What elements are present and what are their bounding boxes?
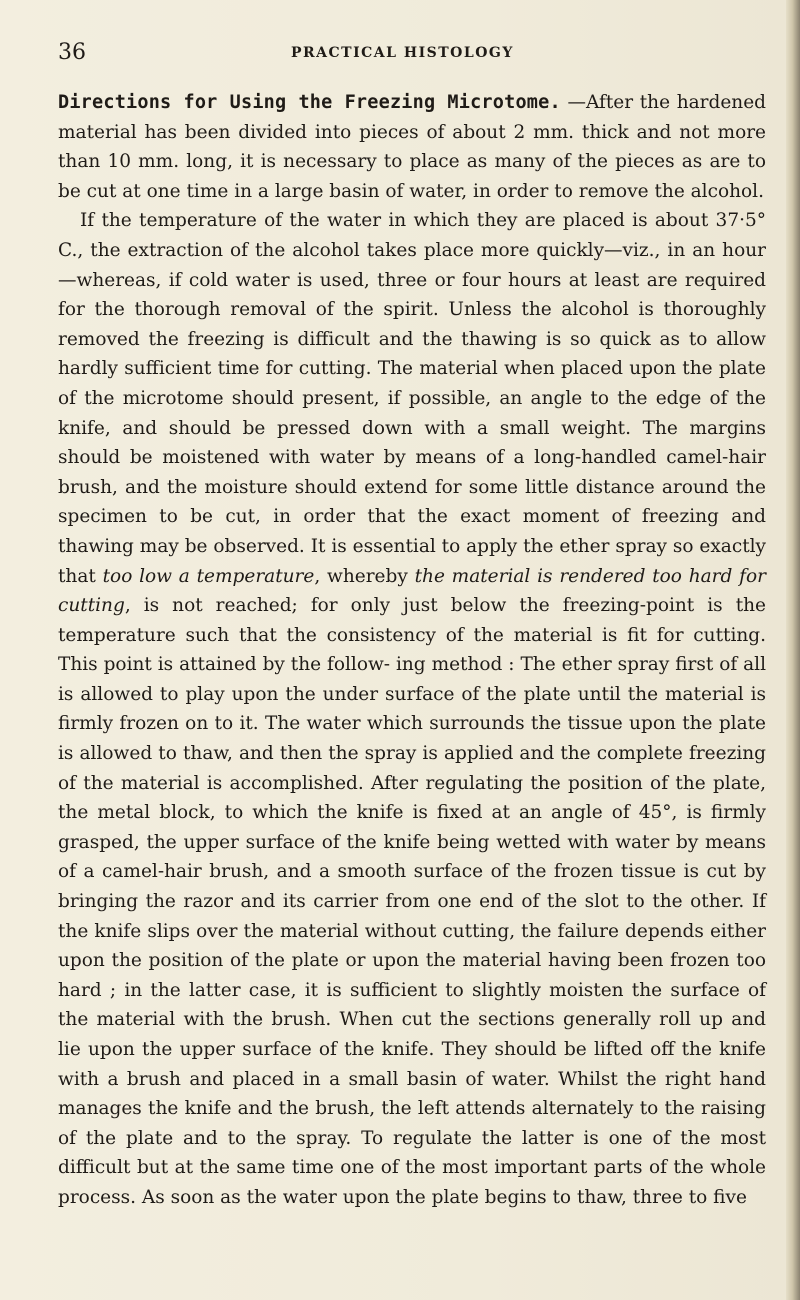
paragraph-2-part-2: , whereby bbox=[314, 565, 408, 587]
running-title: PRACTICAL HISTOLOGY bbox=[291, 45, 514, 61]
paragraph-2 bbox=[58, 206, 766, 1212]
paragraph-1 bbox=[58, 88, 766, 206]
section-heading: Directions for Using the Freezing Microtome. bbox=[58, 92, 561, 113]
italic-phrase-2: the material is rendered too hard for cutting bbox=[58, 565, 766, 617]
paragraph-1-text: —After the hardened material has been divided into pieces of about 2 mm. thick and not more than 10 mm. long, it is necessary to place as many of the pieces as are to be cut at one time in a large basin of water, in order to remove the alcohol. bbox=[58, 92, 766, 202]
italic-phrase-1: too low a temperature bbox=[102, 565, 315, 587]
paragraph-2-part-1: If the temperature of the water in which they are placed is about 37·5° C., the extraction of the alcohol takes place more quickly—viz., in an hour—whereas, if cold water is used, three or four hours at least are required for the thorough removal of the spirit. Unless the alcohol is thoroughly removed the freezing is difficult and the thawing is so quick as to allow hardly sufficient time for cutting. The material when placed upon the plate of the microtome should present, if possible, an angle to the edge of the knife, and should be pressed down with a small weight. The margins should be moistened with water by means of a long-handled camel-hair brush, and the moisture should extend for some little distance around the specimen to be cut, in order that the exact moment of freezing and thawing may be observed. It is essential to apply the ether spray so exactly that bbox=[58, 210, 766, 587]
running-head bbox=[58, 38, 758, 68]
page-number: 36 bbox=[58, 40, 86, 65]
paragraph-2-part-3: , is not reached; for only just below the freezing-point is the temperature such that the consistency of the material is fit for cutting. This point is attained by the follow- ing method : The ether spray first of all is allowed to play upon the under surface of the plate until the material is firmly frozen on to it. The water which surrounds the tissue upon the plate is allowed to thaw, and then the spray is applied and the complete freezing of the material is accomplished. After regulating the position of the plate, the metal block, to which the knife is fixed at an angle of 45°, is firmly grasped, the upper surface of the knife being wetted with water by means of a camel-hair brush, and a smooth surface of the frozen tissue is cut by bringing the razor and its carrier from one end of the slot to the other. If the knife slips over the material without cutting, the failure depends either upon the position of the plate or upon the material having been frozen too hard ; in the latter case, it is sufficient to slightly moisten the surface of the material with the brush. When cut the sections generally roll up and lie upon the upper surface of the knife. They should be lifted off the knife with a brush and placed in a small basin of water. Whilst the right hand manages the knife and the brush, the left attends alternately to the raising of the plate and to the spray. To regulate the latter is one of the most difficult but at the same time one of the most important parts of the whole process. As soon as the water upon the plate begins to thaw, three to five bbox=[58, 595, 766, 1208]
body-text bbox=[58, 88, 766, 1213]
page-edge bbox=[786, 0, 800, 1300]
